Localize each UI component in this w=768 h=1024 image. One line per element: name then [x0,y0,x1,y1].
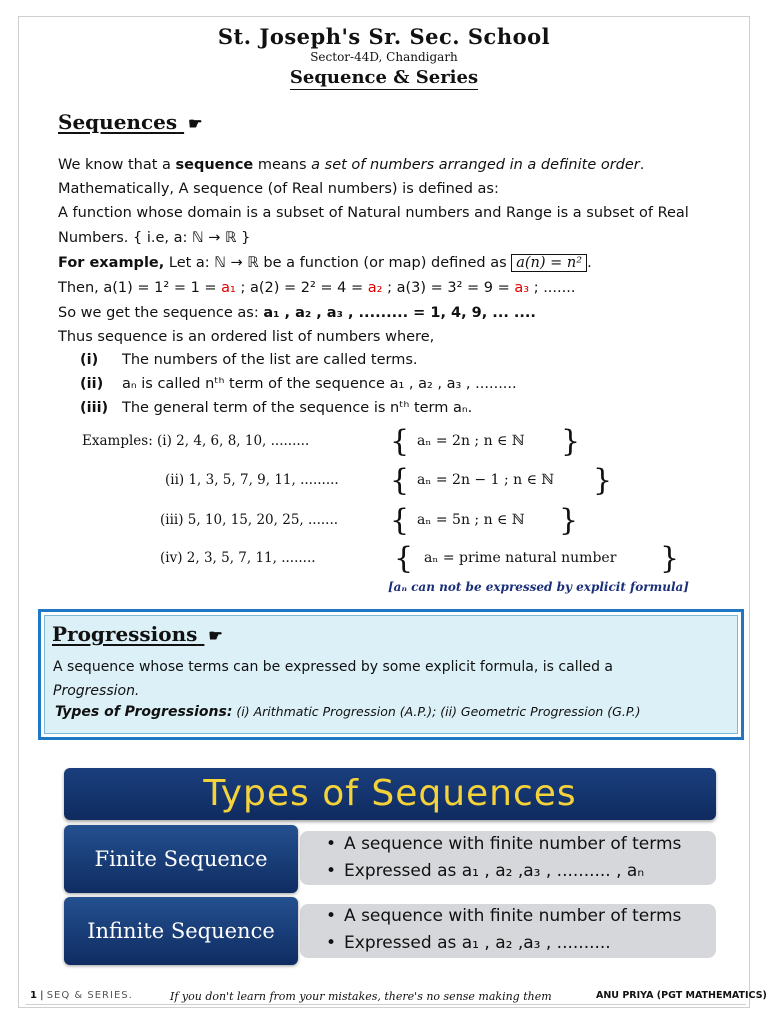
boxed-formula: a(n) = n² [511,254,587,272]
footer-author: ANU PRIYA (PGT MATHEMATICS) [596,990,767,1001]
so-line [58,301,536,325]
example-formula-iii: aₙ = 5n ; n ∈ ℕ [417,512,525,528]
infinite-bullet-2 [326,933,611,953]
intro-text-bold: sequence [175,157,254,173]
intro-text-c: means [253,157,312,173]
bullet-text: A sequence with finite number of terms [344,834,682,854]
types-banner-title: Types of Sequences [203,773,577,814]
brace-open: { [390,463,410,498]
point-text: aₙ is called nᵗʰ term of the sequence a₁ , a₂ , a₃ , ......... [122,376,517,392]
types-of-progressions [55,704,641,720]
progressions-heading [52,622,223,646]
document-topic [0,67,768,88]
bullet-text: Expressed as a₁ , a₂ ,a₃ , .......... [344,933,611,953]
then-text-4: ; ....... [529,280,576,296]
sequences-heading-text: Sequences [58,110,178,134]
brace-close: } [660,541,680,576]
school-name: St. Joseph's Sr. Sec. School [217,24,551,49]
finite-bullet-1 [326,834,681,854]
intro-line [58,153,644,177]
bullet-icon: • [326,834,337,854]
example-line [58,251,592,275]
school-address: Sector-44D, Chandigarh [310,50,458,64]
example-label-iii: (iii) 5, 10, 15, 20, 25, ....... [160,512,339,528]
pointing-hand-icon: ☛ [188,114,203,133]
progressions-heading-text: Progressions [52,622,198,646]
infinite-bullet-1 [326,906,681,926]
thus-line: Thus sequence is an ordered list of numbers where, [58,329,435,345]
intro-text-a: We know that a [58,157,176,173]
progression-text-1: A sequence whose terms can be expressed by some explicit formula, is called a [53,659,613,675]
brace-close: } [561,424,581,459]
point-num: (iii) [80,400,109,416]
bullet-icon: • [326,906,337,926]
brace-close: } [593,463,613,498]
types-label: Types of Progressions: [55,704,233,720]
types-list: (i) Arithmatic Progression (A.P.); (ii) Geometric Progression (G.P.) [232,704,641,719]
bullet-icon: • [326,861,337,881]
point-text: The general term of the sequence is nᵗʰ term aₙ. [122,400,473,416]
bullet-icon: • [326,933,337,953]
brace-close: } [559,503,579,538]
example-formula-ii: aₙ = 2n − 1 ; n ∈ ℕ [417,472,555,488]
topic-text: Sequence & Series [289,67,479,88]
so-sequence: a₁ , a₂ , a₃ , ......... = 1, 4, 9, ... .... [263,305,536,321]
term-a3: a₃ [514,280,530,296]
example-text: Let a: ℕ → ℝ be a function (or map) defined as [164,255,512,271]
progressions-definition [53,655,743,703]
footer-page: 1 | SEQ & SERIES. [30,990,133,1001]
bullet-text: A sequence with finite number of terms [344,906,682,926]
example-label-i: Examples: (i) 2, 4, 6, 8, 10, ......... [82,433,310,449]
example-label-iv: (iv) 2, 3, 5, 7, 11, ........ [160,550,316,566]
example-end: . [587,255,592,271]
page-number: 1 [30,990,37,1001]
example-label-ii: (ii) 1, 3, 5, 7, 9, 11, ......... [165,472,339,488]
then-text-2: ; a(2) = 2² = 4 = [235,280,368,296]
so-text: So we get the sequence as: [58,305,264,321]
explicit-formula-note: [aₙ can not be expressed by explicit formula] [388,580,689,594]
example-bold: For example, [58,255,165,271]
point-ii [80,376,517,392]
point-num: (i) [80,352,99,368]
definition-line-1: Mathematically, A sequence (of Real numbers) is defined as: [58,181,499,197]
point-i [80,352,418,368]
sequences-heading [58,110,202,134]
footer-quote: If you don't learn from your mistakes, there's no sense making them [170,990,552,1003]
point-num: (ii) [80,376,104,392]
example-formula-iv: aₙ = prime natural number [424,550,617,566]
definition-line-3: Numbers. { i.e, a: ℕ → ℝ } [58,230,251,246]
brace-open: { [394,541,414,576]
bullet-text: Expressed as a₁ , a₂ ,a₃ , .......... , aₙ [344,861,645,881]
progression-text-2: Progression. [53,683,140,699]
footer-section: SEQ & SERIES. [46,990,133,1001]
brace-open: { [390,503,410,538]
finite-bullet-2 [326,861,644,881]
intro-text-e: . [639,157,645,173]
then-text-3: ; a(3) = 3² = 9 = [382,280,515,296]
term-a2: a₂ [367,280,383,296]
point-text: The numbers of the list are called terms. [122,352,418,368]
term-a1: a₁ [221,280,236,296]
then-line [58,276,575,300]
pointing-hand-icon: ☛ [208,626,223,645]
example-formula-i: aₙ = 2n ; n ∈ ℕ [417,433,525,449]
then-text-1: Then, a(1) = 1² = 1 = [58,280,222,296]
definition-line-2: A function whose domain is a subset of Natural numbers and Range is a subset of Real [58,205,689,221]
intro-text-italic: a set of numbers arranged in a definite order [311,157,640,173]
finite-sequence-label: Finite Sequence [64,825,298,893]
infinite-sequence-label: Infinite Sequence [64,897,298,965]
footer-divider [26,1004,746,1005]
point-iii [80,400,472,416]
brace-open: { [390,424,410,459]
